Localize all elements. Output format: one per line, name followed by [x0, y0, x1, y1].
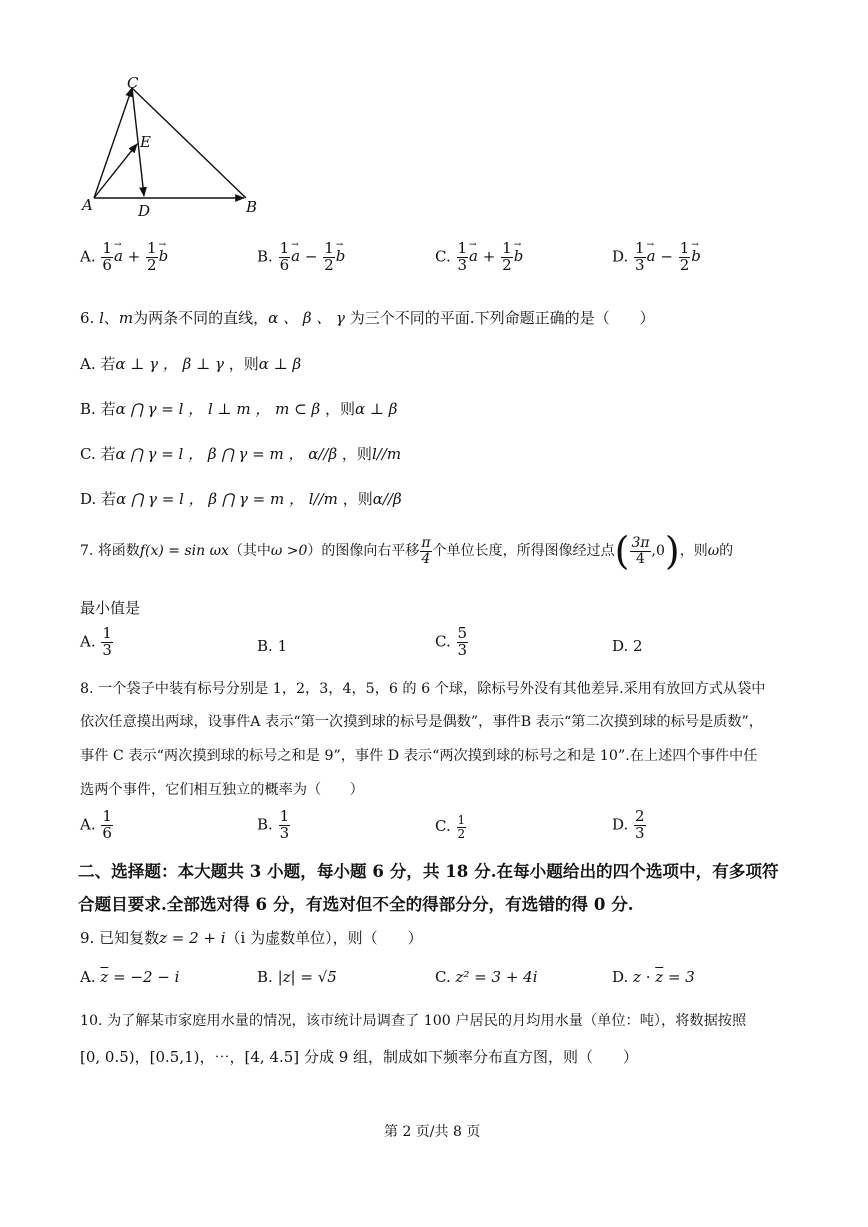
q9-option-c[interactable]: C. z² = 3 + 4i — [435, 968, 538, 986]
q7-option-b[interactable]: B. 1 — [257, 637, 288, 655]
label-d: D — [138, 202, 151, 220]
q9-option-a[interactable]: A. $\overline{z} = -2 - i$ — [80, 968, 180, 986]
q8-option-b[interactable]: B. $\frac{1}{3}$ — [257, 807, 290, 842]
q7-option-c[interactable]: C. $\frac{5}{3}$ — [435, 624, 468, 659]
q10-line1: 10. 为了解某市家庭用水量的情况，该市统计局调查了 100 户居民的月均用水量（单位：吨），将数据按照 — [80, 1013, 747, 1029]
q5-option-d[interactable]: D. $\frac{1}{3}$ → a − $\frac{1}{2}$ → b — [612, 241, 701, 274]
q7-stem: 7. 将函数f(x) = sin ωx（其中ω >0）的图像向右平移 $\frac{\pi}{4}$ 个单位长度，所得图像经过点( $\frac{3\pi}{4}$ ,0)，则ω的 — [80, 529, 734, 573]
label-e: E — [140, 133, 151, 151]
q7-line2: 最小值是 — [80, 599, 141, 617]
page-footer: 第 2 页/共 8 页 — [384, 1124, 481, 1140]
section2-line1: 二、选择题：本大题共 3 小题，每小题 6 分，共 18 分.在每小题给出的四个选项中，有多项符 — [78, 861, 779, 881]
q7-option-a[interactable]: A. $\frac{1}{3}$ — [80, 624, 112, 659]
q8-line4: 选两个事件，它们相互独立的概率为（ ） — [80, 782, 364, 798]
q5-option-b[interactable]: B. $\frac{1}{6}$ → a − $\frac{1}{2}$ → b — [257, 241, 345, 274]
q6-option-c[interactable]: C. 若α ⋂ γ = l ， β ⋂ γ = m ， α//β ，则l//m — [80, 445, 402, 463]
q8-option-c[interactable]: C. $\frac{1}{2}$ — [435, 813, 466, 841]
q8-option-d[interactable]: D. $\frac{2}{3}$ — [612, 807, 645, 842]
q6-stem: 6. l、m为两条不同的直线，α 、 β 、 γ 为三个不同的平面.下列命题正确的是（ ） — [80, 309, 655, 327]
label-c: C — [127, 74, 139, 92]
q7-option-d[interactable]: D. 2 — [612, 637, 643, 655]
q10-line2: [0, 0.5)，[0.5,1)，⋯，[4, 4.5] 分成 9 组，制成如下频率分布直方图，则（ ） — [80, 1048, 639, 1066]
q8-line1: 8. 一个袋子中装有标号分别是 1，2，3，4，5，6 的 6 个球，除标号外没有其他差异.采用有放回方式从袋中 — [80, 681, 766, 697]
segment-ae — [94, 144, 137, 198]
section2-line2: 合题目要求.全部选对得 6 分，有选对但不全的得部分分，有选错的得 0 分. — [78, 894, 634, 914]
label-a: A — [82, 196, 93, 214]
segment-ac — [94, 88, 132, 198]
q9-option-b[interactable]: B. |z| = √5 — [257, 968, 337, 986]
q8-line2: 依次任意摸出两球，设事件A 表示“第一次摸到球的标号是偶数”，事件B 表示“第二次摸到球的标号是质数”， — [80, 714, 763, 730]
q8-line3: 事件 C 表示“两次摸到球的标号之和是 9”，事件 D 表示“两次摸到球的标号之和是 10”.在上述四个事件中任 — [80, 748, 758, 764]
label-b: B — [246, 198, 258, 216]
q8-option-a[interactable]: A. $\frac{1}{6}$ — [80, 807, 112, 842]
q6-option-b[interactable]: B. 若α ⋂ γ = l ， l ⊥ m ， m ⊂ β ，则α ⊥ β — [80, 400, 398, 418]
triangle-figure — [78, 72, 268, 222]
q5-option-a[interactable]: A. $\frac{1}{6}$ → a + $\frac{1}{2}$ → b — [80, 241, 168, 274]
q6-option-a[interactable]: A. 若α ⊥ γ ， β ⊥ γ ，则α ⊥ β — [80, 355, 302, 373]
q6-option-d[interactable]: D. 若α ⋂ γ = l ， β ⋂ γ = m ， l//m ，则α//β — [80, 490, 402, 508]
q9-option-d[interactable]: D. $z \cdot \overline{z} = 3$ — [612, 968, 695, 986]
q9-stem: 9. 已知复数z = 2 + i（i 为虚数单位），则（ ） — [80, 929, 423, 947]
q5-option-c[interactable]: C. $\frac{1}{3}$ → a + $\frac{1}{2}$ → b — [435, 241, 523, 274]
